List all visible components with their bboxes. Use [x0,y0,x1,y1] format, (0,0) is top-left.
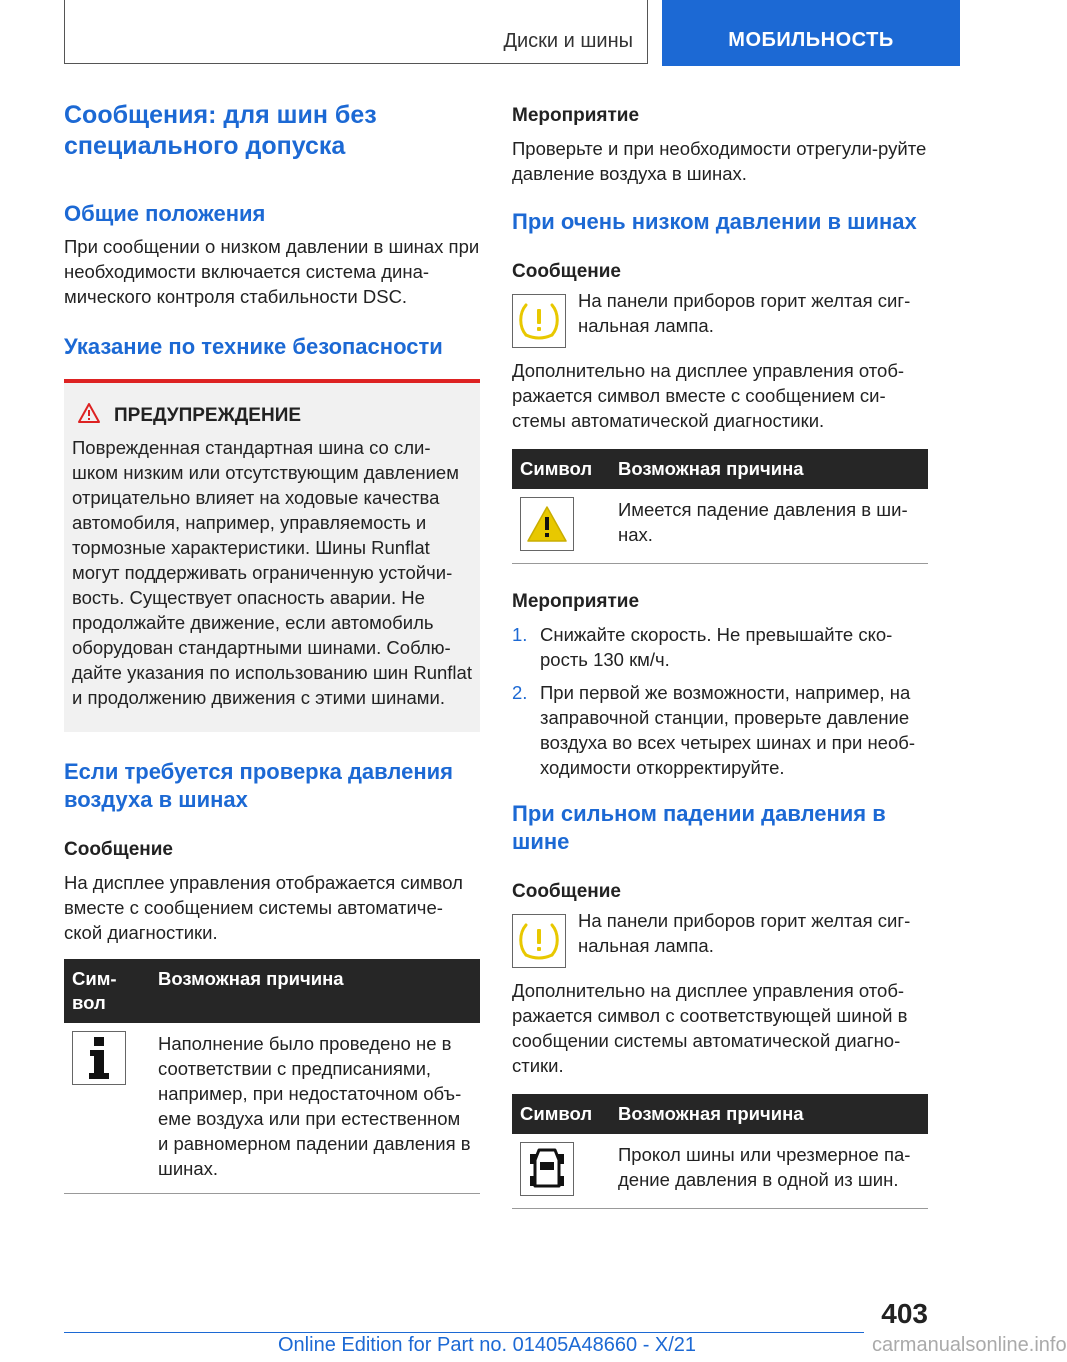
action-heading-1: Мероприятие [512,105,640,126]
message-heading-1: Сообщение [512,261,621,282]
action-text-1: Проверьте и при необходимости отрегули-руйте давление воздуха в шинах. [512,138,927,184]
table-header-cause: Возможная причина [610,1094,928,1134]
page-number: 403 [881,1298,928,1329]
footer-edition: Online Edition for Part no. 01405A48660 - X/21 [278,1334,697,1356]
table-row [64,1023,480,1194]
table-cause-text: Имеется падение давления в ши-нах. [610,489,928,564]
table-row [512,489,928,564]
list-item [512,622,928,672]
step-number: 1. [512,624,528,645]
warning-title: ПРЕДУПРЕЖДЕНИЕ [114,405,302,426]
footer-watermark: carmanualsonline.info [872,1334,1067,1356]
table-cause-text: Наполнение было проведено не в соответствии с предписаниями, например, при недостаточном объ-еме воздуха или при естественном и равномерном падении давления в шинах. [150,1023,480,1194]
left-column [64,100,480,1194]
message-heading-2: Сообщение [512,881,621,902]
info-icon [72,1031,126,1085]
message-extra-text-1: Дополнительно на дисплее управления отоб-ражается символ вместе с сообщением си-стемы автоматической диагностики. [512,360,905,431]
message-lamp-text-1: На панели приборов горит желтая сиг-нальная лампа. [578,290,911,336]
header-chapter-box [64,0,648,64]
step-text: Снижайте скорость. Не превышайте ско-рость 130 км/ч. [540,624,893,670]
table-header-cause: Возможная причина [150,959,480,1023]
action-heading-2: Мероприятие [512,591,640,612]
step-number: 2. [512,682,528,703]
table-row [512,1134,928,1209]
header-chapter: Диски и шины [503,30,633,52]
action-steps [512,622,928,780]
symbol-table-low [512,449,928,564]
message-text: На дисплее управления отображается символ вместе с сообщением системы автоматиче-ской диагностики. [64,872,463,943]
list-item [512,680,928,780]
warning-triangle-icon [72,403,114,429]
tire-pressure-lamp-icon [512,294,566,348]
general-heading: Общие положения [64,201,266,226]
table-cause-text: Прокол шины или чрезмерное па-дение давления в одной из шин. [610,1134,928,1209]
message-lamp-text-2: На панели приборов горит желтая сиг-нальная лампа. [578,910,911,956]
page-title: Сообщения: для шин без специального допуска [64,101,377,160]
warning-yellow-triangle-icon [520,497,574,551]
table-header-symbol: Сим-вол [64,959,150,1023]
warning-box [64,379,480,732]
table-header-symbol: Символ [512,1094,610,1134]
message-lamp-row-1 [512,288,928,348]
drop-heading: При сильном падении давления в шине [512,801,886,854]
table-header-symbol: Символ [512,449,610,489]
header-section-tab: МОБИЛЬНОСТЬ [662,0,960,66]
footer-divider [64,1332,864,1333]
check-heading: Если требуется проверка давления воздуха в шинах [64,759,453,812]
general-text: При сообщении о низком давлении в шинах при необходимости включается система дина-мического контроля стабильности DSC. [64,236,480,307]
message-heading: Сообщение [64,839,173,860]
warning-title-row [72,403,472,429]
right-column [512,100,928,1209]
step-text: При первой же возможности, например, на заправочной станции, проверьте давление воздуха во всех четырех шинах и при необ-ходимости откорректируйте. [540,682,916,778]
symbol-table-drop [512,1094,928,1209]
tire-pressure-lamp-icon [512,914,566,968]
car-tire-icon [520,1142,574,1196]
warning-text: Поврежденная стандартная шина со сли-шком низким или отсутствующим давлением отрицательно влияет на ходовые качества автомобиля, например, управляемость и тормозные характеристики. Шины Runflat могут поддерживать ограниченную устойчи-вость. Существует опасность аварии. Не продолжайте движение, если автомобиль оборудован стандартными шинами. Соблю-дайте указания по использованию шин Runflat и продолжению движения с этими шинами. [72,437,472,708]
symbol-table-check [64,959,480,1194]
table-header-cause: Возможная причина [610,449,928,489]
low-pressure-heading: При очень низком давлении в шинах [512,209,917,234]
message-extra-text-2: Дополнительно на дисплее управления отоб-ражается символ с соответствующей шиной в сообщении системы автоматической диагно-стики. [512,980,908,1076]
safety-heading: Указание по технике безопасности [64,334,443,359]
message-lamp-row-2 [512,908,928,968]
